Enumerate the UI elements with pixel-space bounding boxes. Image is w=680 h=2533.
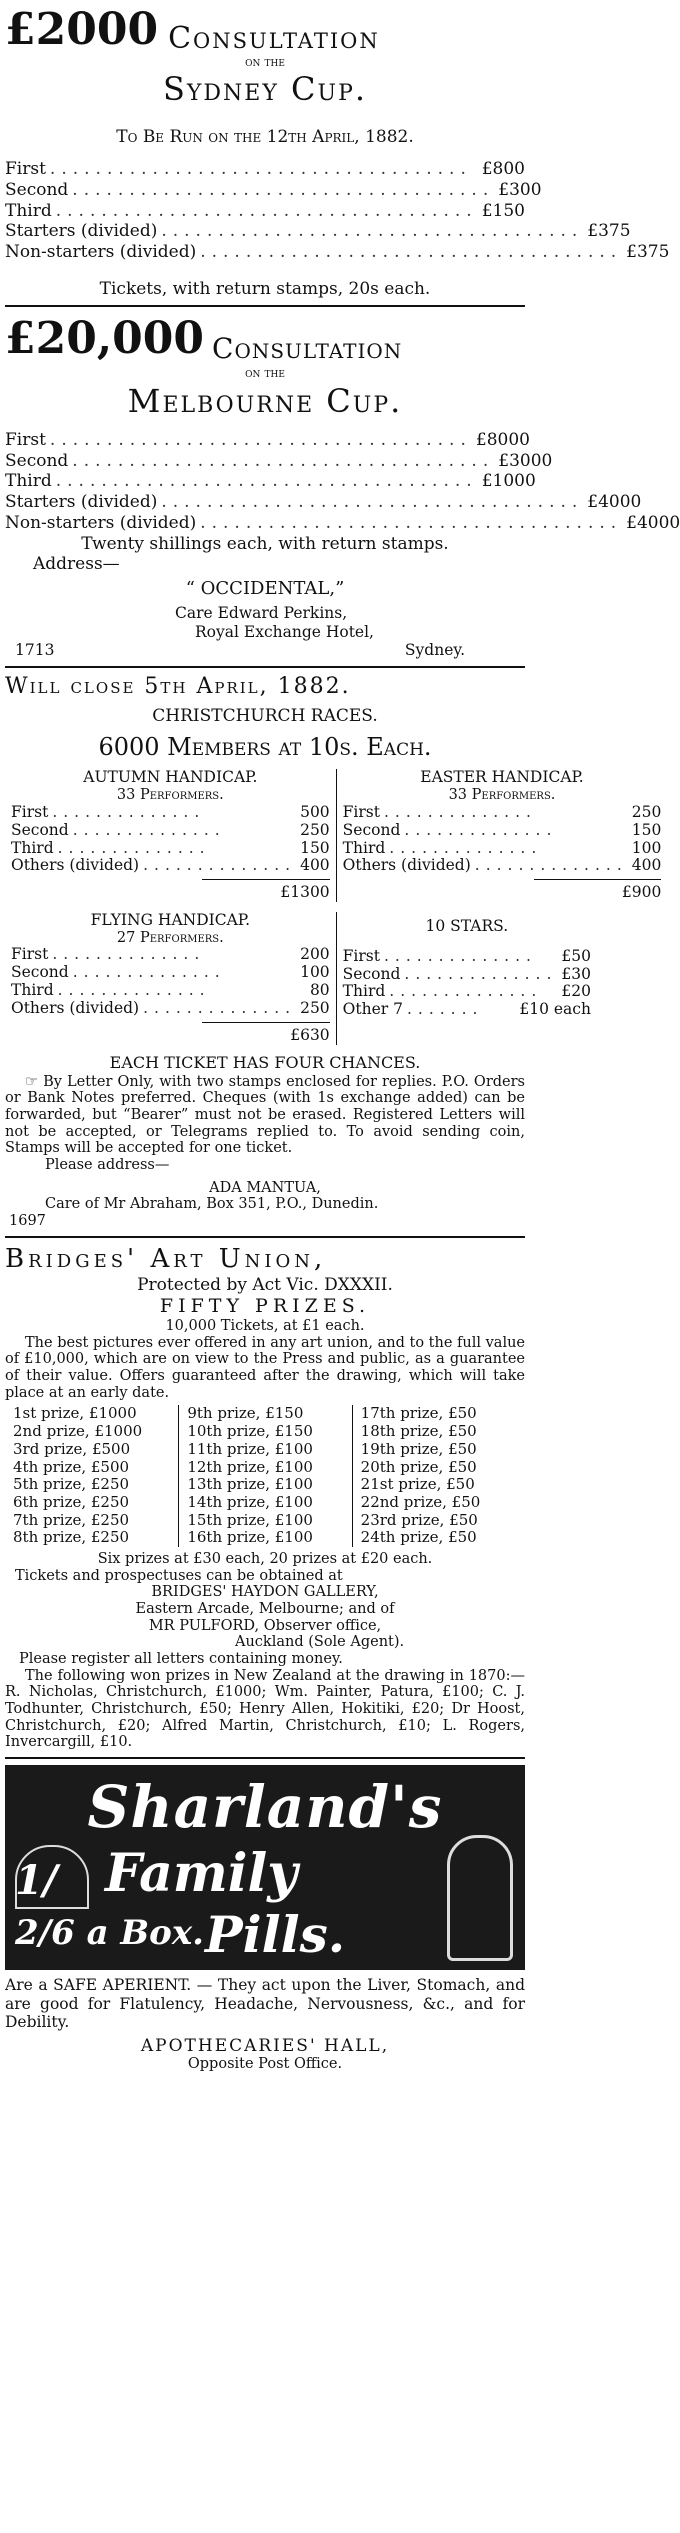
sydney-cup-ad: [5, 4, 670, 299]
christchurch-ref: 1697: [9, 1213, 46, 1230]
prize-row: First ..................................... £800: [5, 159, 525, 180]
pills-aperient: Are a SAFE APERIENT. — They act upon the Liver, Stomach, and are good for Flatulency, Headache, Nervousness, &c., and for Debility.: [5, 1976, 525, 2032]
melbourne-consultation: Consultation: [212, 332, 403, 366]
close-date: Will close 5th April, 1882.: [5, 673, 351, 699]
pills-family: Family: [105, 1843, 298, 1905]
melbourne-tickets: Twenty shillings each, with return stamps.: [81, 533, 449, 554]
pills-price-1: 1/: [15, 1857, 58, 1905]
bridges-act: Protected by Act Vic. DXXXII.: [137, 1274, 393, 1295]
melbourne-prize-list: [5, 430, 680, 534]
sydney-on-the: on the: [245, 54, 285, 70]
flying-handicap: FLYING HANDICAP. 27 Performers. First .............. 200 Second .............. 100 Third .............. 80 Others (divided) .............. 250 £630: [5, 912, 337, 1045]
divider: [5, 1757, 525, 1759]
pills-opposite: Opposite Post Office.: [187, 2056, 343, 2073]
bridges-six: Six prizes at £30 each, 20 prizes at £20 each.: [97, 1550, 433, 1567]
ten-stars: 10 STARS. First .............. £50 Second .............. £30 Third .............. £20 Other 7 ....... £10 each: [342, 916, 591, 1019]
pills-price-2: 2/6 a Box.: [15, 1913, 204, 1954]
ada-care: Care of Mr Abraham, Box 351, P.O., Dunedin.: [45, 1196, 379, 1213]
sydney-tickets: Tickets, with return stamps, 20s each.: [99, 278, 431, 299]
handicap-row-2: [5, 910, 591, 1045]
bridges-title: Bridges' Art Union,: [5, 1243, 327, 1274]
melbourne-hotel: Royal Exchange Hotel,: [195, 622, 374, 641]
melbourne-amount: £20,000: [5, 313, 205, 365]
bridges-arcade: Eastern Arcade, Melbourne; and of: [135, 1601, 395, 1617]
bridges-auckland: Auckland (Sole Agent).: [235, 1634, 405, 1651]
bridges-prize-grid: 1st prize, £1000 2nd prize, £1000 3rd prize, £500 4th prize, £500 5th prize, £250 6th prize, £250 7th prize, £250 8th prize, £250 9th prize, £150 10th prize, £150 11th prize, £100 12th prize, £100 13th prize, £100 14th prize, £100 15th prize, £100 16th prize, £100 17th prize, £50 18th prize, £50 19th prize, £50 20th prize, £50 21st prize, £50 22nd prize, £50 23rd prize, £50 24th prize, £50: [5, 1405, 525, 1547]
ada-mantua: ADA MANTUA,: [209, 1179, 321, 1196]
prize-row: Second ..................................... £300: [5, 179, 542, 200]
races-title: CHRISTCHURCH RACES.: [152, 706, 378, 727]
melbourne-cup-title: Melbourne Cup.: [127, 381, 403, 420]
christchurch-races-ad: [5, 673, 662, 1230]
bridges-tickets: 10,000 Tickets, at £1 each.: [165, 1318, 365, 1335]
members-line: 6000 Members at 10s. Each.: [98, 732, 432, 761]
sydney-date: To Be Run on the 12th April, 1882.: [116, 126, 414, 147]
handicap-row-1: [5, 768, 662, 902]
prize-row: Third ..................................... £150: [5, 200, 525, 221]
sydney-amount: £2000: [5, 4, 159, 55]
prize-row: Second ..................................... £3000: [5, 450, 553, 471]
bridges-gallery: BRIDGES' HAYDON GALLERY,: [151, 1584, 379, 1601]
bridges-body: The best pictures ever offered in any art union, and to the full value of £10,000, which are on view to the Press and public, as a guarantee of their value. Offers guaranteed after the drawing, which will take place at an early date.: [5, 1334, 525, 1401]
bridges-obtain: Tickets and prospectuses can be obtained at: [15, 1567, 343, 1584]
melbourne-city: Sydney.: [404, 641, 465, 660]
melbourne-cup-ad: [5, 313, 680, 660]
sharlands-pills-ad: [5, 1765, 525, 2073]
divider: [5, 1236, 525, 1238]
melbourne-on-the: on the: [245, 366, 285, 382]
divider: [5, 666, 525, 668]
bridges-winners: The following won prizes in New Zealand at the drawing in 1870:—R. Nicholas, Christchurch, £1000; Wm. Painter, Patura, £100; C. J. Todhunter, Christchurch, £50; Henry Allen, Hokitiki, £20; Dr Hoost, Christchurch, £20; Alfred Martin, Christchurch, £10; L. Rogers, Invercargill, £10.: [5, 1667, 525, 1751]
pills-brand: Sharland's: [87, 1773, 443, 1842]
sydney-prize-list: [5, 159, 670, 263]
easter-handicap: EASTER HANDICAP. 33 Performers. First .............. 250 Second .............. 150 Third .............. 100 Others (divided) .............. 400 £900: [342, 768, 662, 902]
pills-word: Pills.: [205, 1905, 346, 1965]
pills-hall: APOTHECARIES' HALL,: [140, 2035, 390, 2056]
prize-row: Starters (divided) ..................................... £375: [5, 221, 631, 242]
letter-instructions: ☞ By Letter Only, with two stamps enclosed for replies. P.O. Orders or Bank Notes preferred. Cheques (with 1s exchange added) can be forwarded, but “Bearer” must not be erased. Registered Letters will not be accepted, or Telegrams replied to. To avoid sending coin, Stamps will be accepted for one ticket.: [5, 1073, 525, 1157]
bridges-register: Please register all letters containing money.: [19, 1651, 343, 1668]
sydney-cup-title: Sydney Cup.: [162, 70, 368, 109]
prize-row: Non-starters (divided) ..................................... £4000: [5, 512, 680, 533]
bridges-art-union-ad: [5, 1244, 525, 1751]
bridges-pulford: MR PULFORD, Observer office,: [148, 1617, 382, 1634]
melbourne-address-label: Address—: [33, 554, 120, 575]
bridges-fifty: FIFTY PRIZES.: [159, 1295, 371, 1318]
scroll-ornament-right-icon: [447, 1835, 513, 1961]
melbourne-name: “ OCCIDENTAL,”: [185, 578, 345, 600]
prize-row: Non-starters (divided) ..................................... £375: [5, 242, 670, 263]
prize-row: Starters (divided) ..................................... £4000: [5, 492, 642, 513]
divider: [5, 305, 525, 307]
sydney-consultation: Consultation: [168, 20, 380, 56]
pills-banner: [5, 1765, 525, 1970]
autumn-handicap: AUTUMN HANDICAP. 33 Performers. First .............. 500 Second .............. 250 Third .............. 150 Others (divided) .............. 400 £1300: [5, 769, 337, 902]
four-chances: EACH TICKET HAS FOUR CHANCES.: [109, 1052, 421, 1072]
prize-row: Third ..................................... £1000: [5, 471, 536, 492]
please-address: Please address—: [45, 1157, 170, 1174]
prize-row: First ..................................... £8000: [5, 430, 530, 451]
melbourne-care: Care Edward Perkins,: [175, 604, 348, 623]
melbourne-ref: 1713: [15, 641, 55, 660]
